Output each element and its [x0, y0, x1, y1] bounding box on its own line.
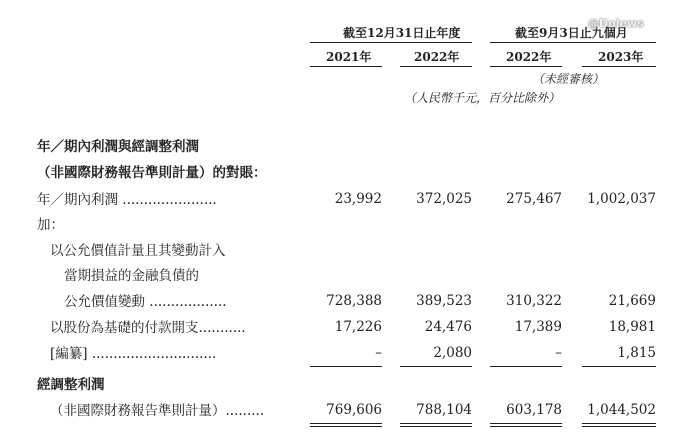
row-value: 310,322 — [506, 293, 562, 309]
row-value: – — [555, 345, 562, 361]
subtotal-rule — [310, 366, 382, 367]
row-value: 603,178 — [506, 402, 562, 418]
row-value: 24,476 — [424, 319, 472, 335]
row-value: 23,992 — [334, 191, 382, 207]
year-col-2: 2022年 — [414, 50, 460, 64]
total-rule — [490, 426, 562, 427]
row-value: 372,025 — [416, 191, 472, 207]
row-value: 2,080 — [433, 345, 472, 361]
subtotal-rule — [582, 366, 656, 367]
header-rule — [310, 42, 472, 43]
row-label: 經調整利潤 — [37, 377, 105, 393]
row-value: 728,388 — [326, 293, 382, 309]
period-header-annual: 截至12月31日止年度 — [343, 26, 461, 40]
total-rule — [310, 423, 382, 424]
subtotal-rule — [400, 366, 472, 367]
total-rule — [582, 426, 656, 427]
year-rule — [582, 66, 656, 67]
row-value: – — [375, 345, 382, 361]
row-label: 以公允價值計量且其變動計入 — [50, 243, 226, 259]
year-col-4: 2023年 — [598, 50, 644, 64]
total-rule — [490, 423, 562, 424]
row-label: 加： — [37, 217, 64, 233]
row-value: 17,226 — [334, 319, 382, 335]
unaudited-note: （未經審核） — [532, 72, 605, 86]
row-value: 275,467 — [506, 191, 562, 207]
row-value: 389,523 — [416, 293, 472, 309]
row-label: 年／期內利潤 ...................... — [37, 192, 217, 208]
total-rule — [400, 426, 472, 427]
unit-note: （人民幣千元，百分比除外） — [404, 91, 561, 105]
row-label: 公允價值變動 .................. — [64, 294, 227, 310]
row-label: （非國際財務報告準則計量）......... — [50, 403, 265, 419]
total-rule — [310, 426, 382, 427]
row-label: [編纂] ............................. — [50, 346, 217, 362]
year-rule — [400, 66, 472, 67]
row-value: 769,606 — [326, 402, 382, 418]
subtotal-rule — [490, 366, 562, 367]
row-value: 18,981 — [608, 319, 656, 335]
year-col-3: 2022年 — [506, 50, 552, 64]
row-label: 當期損益的金融負債的 — [64, 268, 199, 284]
row-value: 1,044,502 — [587, 402, 656, 418]
row-value: 1,002,037 — [587, 191, 656, 207]
section-title: 年／期內利潤與經調整利潤 — [37, 139, 199, 155]
total-rule — [400, 423, 472, 424]
row-value: 788,104 — [416, 402, 472, 418]
watermark: @Dolews — [588, 17, 644, 30]
year-col-1: 2021年 — [326, 50, 372, 64]
row-value: 21,669 — [608, 293, 656, 309]
year-rule — [490, 66, 562, 67]
row-value: 17,389 — [514, 319, 562, 335]
year-rule — [310, 66, 382, 67]
row-label: 以股份為基礎的付款開支........... — [50, 320, 246, 336]
section-subtitle: （非國際財務報告準則計量）的對賬： — [37, 165, 267, 181]
period-header-interim-b: 日止九個月 — [567, 26, 628, 40]
row-value: 1,815 — [617, 345, 656, 361]
period-header-interim-a: 截至9月3 — [515, 26, 568, 40]
total-rule — [582, 423, 656, 424]
header-rule — [490, 42, 656, 43]
